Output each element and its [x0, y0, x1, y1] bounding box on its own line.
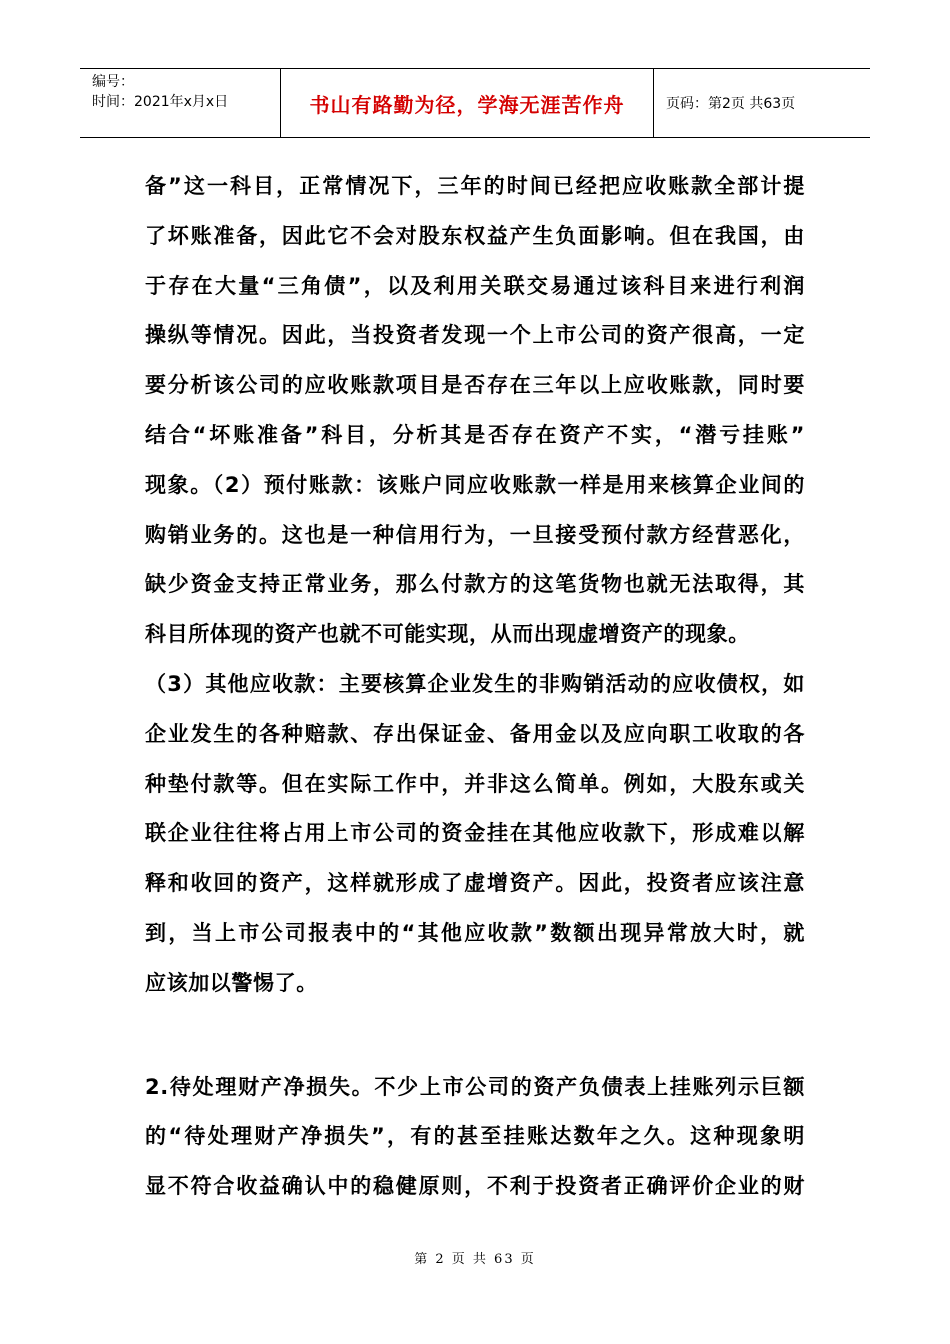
text-line: 备”这一科目，正常情况下，三年的时间已经把应收账款全部计提 — [145, 174, 805, 198]
text-line: 操纵等情况。因此，当投资者发现一个上市公司的资产很高，一定 — [145, 323, 805, 348]
text-line: 联企业往往将占用上市公司的资金挂在其他应收款下，形成难以解 — [145, 821, 805, 846]
text-line: 缺少资金支持正常业务，那么付款方的这笔货物也就无法取得，其 — [145, 572, 805, 597]
header-meta-cell — [80, 69, 281, 137]
text-line: 种垫付款等。但在实际工作中，并非这么简单。例如，大股东或关 — [145, 771, 805, 796]
paragraph-2 — [145, 1065, 805, 1214]
text-line: 到，当上市公司报表中的“其他应收款”数额出现异常放大时，就 — [145, 920, 805, 945]
text-line: 显不符合收益确认中的稳健原则，不利于投资者正确评价企业的财 — [145, 1174, 805, 1199]
text-line: 的“待处理财产净损失”，有的甚至挂账达数年之久。这种现象明 — [145, 1124, 805, 1149]
page-footer — [0, 1248, 950, 1267]
text-line: 现象。（2）预付账款：该账户同应收账款一样是用来核算企业间的 — [145, 472, 805, 497]
header-motto-cell — [281, 69, 654, 137]
text-line: 应该加以警惕了。 — [145, 970, 318, 995]
text-line: 于存在大量“三角债”，以及利用关联交易通过该科目来进行利润 — [145, 273, 805, 298]
paragraph-gap — [145, 1011, 805, 1065]
text-line: （3）其他应收款：主要核算企业发生的非购销活动的应收债权，如 — [145, 671, 805, 696]
document-body — [145, 164, 805, 1214]
text-line: 企业发生的各种赔款、存出保证金、备用金以及应向职工收取的各 — [145, 721, 805, 746]
document-header — [80, 68, 870, 138]
text-line: 结合“坏账准备”科目，分析其是否存在资产不实，“潜亏挂账” — [145, 422, 805, 447]
text-line: 科目所体现的资产也就不可能实现，从而出现虚增资产的现象。 — [145, 622, 750, 647]
footer-page-number: 第 2 页 共 63 页 — [414, 1252, 536, 1267]
text-line: 要分析该公司的应收账款项目是否存在三年以上应收账款，同时要 — [145, 373, 805, 398]
document-date: 时间：2021年x月x日 — [92, 94, 229, 110]
paragraph-1 — [145, 164, 805, 1011]
text-line: 2.待处理财产净损失。不少上市公司的资产负债表上挂账列示巨额 — [145, 1074, 805, 1099]
document-number-label: 编号： — [92, 74, 134, 90]
text-line: 释和收回的资产，这样就形成了虚增资产。因此，投资者应该注意 — [145, 871, 805, 896]
header-motto: 书山有路勤为径，学海无涯苦作舟 — [309, 92, 625, 117]
header-page-cell — [654, 69, 870, 137]
text-line: 了坏账准备，因此它不会对股东权益产生负面影响。但在我国，由 — [145, 223, 805, 248]
text-line: 购销业务的。这也是一种信用行为，一旦接受预付款方经营恶化， — [145, 522, 805, 547]
header-page-info: 页码：第2页 共63页 — [666, 96, 796, 112]
